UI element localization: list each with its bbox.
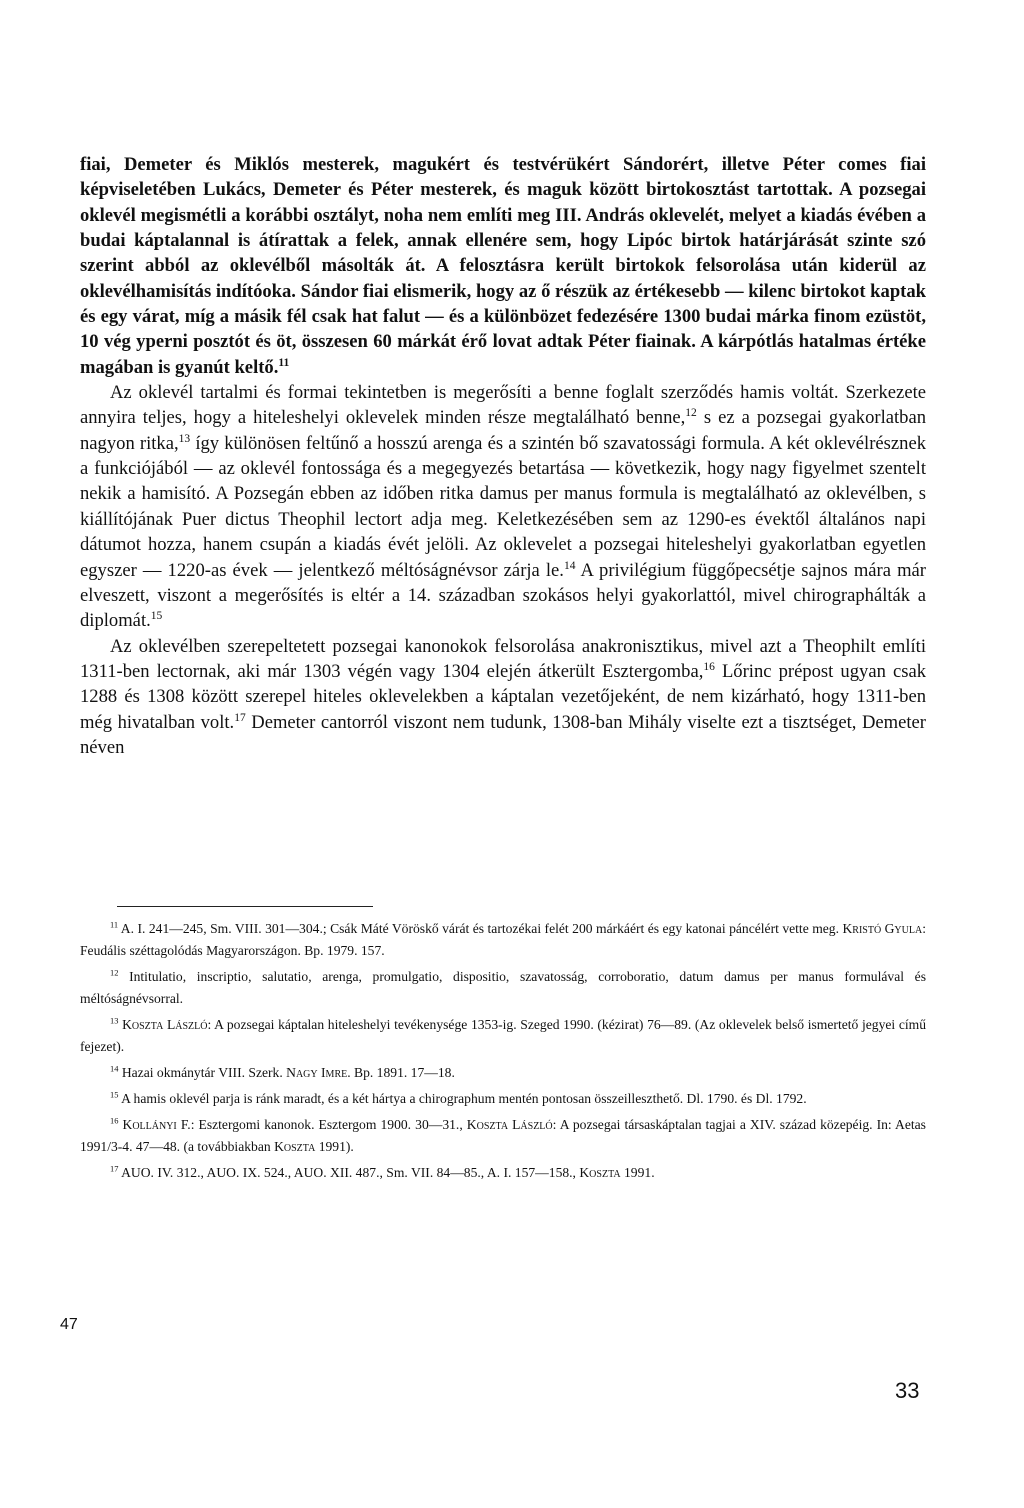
footnote-text: . Bp. 1891. 17—18.: [347, 1065, 455, 1080]
footnote-text: 1991.: [620, 1165, 655, 1180]
footnote-text: : Esztergomi kanonok. Esztergom 1900. 30—31.,: [190, 1117, 467, 1132]
footnote-ref-14[interactable]: 14: [563, 559, 576, 572]
paragraph-2-text-b: s ez a pozsegai gyakorlatban nagyon ritka,: [80, 407, 926, 454]
footnote-text: A hamis oklevél parja is ránk maradt, és a két hártya a chirographum mentén pontosan összeilleszthető. Dl. 1790. és Dl. 1792.: [118, 1091, 807, 1106]
footnote-text: : A pozsegai társaskáptalan tagjai a XIV. század közepéig. In: Aetas 1991/3-4. 47—48. (a továbbiakban: [80, 1117, 926, 1154]
footnote-text: : A pozsegai káptalan hiteleshelyi tevékenysége 1353-ig. Szeged 1990. (kézirat) 76—89. (Az oklevelek belső ismertető jegyei című fejezet).: [80, 1017, 927, 1054]
footnote-number: 11: [110, 919, 119, 930]
footnote-number: 13: [110, 1015, 119, 1026]
footnote-16: [80, 1114, 926, 1158]
paragraph-2-text-c: így különösen feltűnő a hosszú arenga és a szintén bő szavatossági formula. A két oklevélrésznek a funkciójából — az oklevél fontossága és a megegyezés betartása — következik, hogy nagy figyelmet szentelt nekik a hamisító. A Pozsegán ebben az időben ritka damus per manus formula is megtalálható az oklevélben, s kiállítójának Puer dictus Theophil lectort adja meg. Keletkezésében sem az 1290-es évektől általános napi dátumot hozza, hanem csupán a kiadás évét jelöli. Az oklevelet a pozsegai hiteleshelyi gyakorlatban egyetlen egyszer — 1220-as évek — jelentkező méltóságnévsor zárja le.: [80, 432, 927, 581]
paragraph-2-text-a: Az oklevél tartalmi és formai tekintetben is megerősíti a benne foglalt szerződés hamis voltát. Szerkezete annyira teljes, hogy a hiteleshelyi oklevelek minden része megtalálható benne,: [80, 382, 926, 429]
footnote-12: [80, 966, 926, 1010]
paragraph-2-text-d: A privilégium függőpecsétje sajnos mára már elveszett, viszont a megerősítés is eltér a 14. században szokásos helyi gyakorlattól, mivel chirographálták a diplomát.: [80, 559, 926, 632]
footnote-author: Koszta: [579, 1165, 621, 1180]
footnote-14: [80, 1062, 926, 1084]
paragraph-3: [80, 634, 926, 761]
footnote-17: [80, 1162, 926, 1184]
footnote-ref-13[interactable]: 13: [178, 432, 191, 445]
footnote-ref-15[interactable]: 15: [150, 610, 163, 622]
footnote-15: [80, 1088, 926, 1110]
footnote-ref-17[interactable]: 17: [234, 711, 246, 724]
footnote-number: 12: [110, 967, 119, 978]
paragraph-1-text: fiai, Demeter és Miklós mesterek, magukért és testvérükért Sándorért, illetve Péter comes fiai képviseletében Lukács, Demeter és Péter mesterek, és maguk között birtokosztást tartottak. A pozsegai oklevél megismétli a korábbi osztályt, noha nem említi meg III. András oklevelét, melyet a kiadás évében a budai káptalannal is átírattak a felek, annak ellenére sem, hogy Lipóc birtok határjárását szinte szó szerint abból az oklevélből másolták át. A felosztásra került birtokok felsorolása után kiderül az oklevélhamisítás indítóoka. Sándor fiai elismerik, hogy az ő részük az értékesebb — kilenc birtokot kaptak és egy várat, míg a másik fél csak hat falut — és a különbözet fedezésére 1300 budai márka finom ezüstöt, 10 vég yperni posztót és öt, összesen 60 márkát érő lovat adtak Péter fiainak. A kárpótlás hatalmas értéke magában is gyanút keltő.: [80, 154, 926, 378]
footnote-number: 17: [110, 1163, 119, 1174]
body-text: [80, 152, 926, 760]
paragraph-2: [80, 380, 926, 633]
footnote-ref-11[interactable]: 11: [278, 356, 290, 369]
footnote-text: Hazai okmánytár VIII. Szerk.: [118, 1065, 287, 1080]
page-number-right: 33: [895, 1378, 920, 1403]
footnote-ref-16[interactable]: 16: [703, 660, 715, 673]
footnote-number: 16: [110, 1115, 119, 1126]
footnote-author: Kollányi F.: [122, 1117, 191, 1132]
footnote-13: [80, 1014, 926, 1058]
paragraph-3-text-a: Az oklevélben szerepeltetett pozsegai kanonokok felsorolása anakronisztikus, mivel azt a Theophilt említi 1311-ben lectornak, aki már 1303 végén vagy 1304 elején átkerült Esztergomba,: [80, 635, 926, 682]
footnote-text: 1991).: [315, 1139, 354, 1154]
page-number-left: 47: [60, 1316, 78, 1333]
paragraph-3-text-b: Lőrinc prépost ugyan csak 1288 és 1308 között szerepel hiteles oklevelekben a káptalan vezetőjeként, de nem kizárható, hogy 1311-ben még hivatalban volt.: [80, 660, 926, 733]
footnote-author: Nagy Imre: [286, 1065, 348, 1080]
paragraph-1: [80, 152, 926, 380]
footnote-author: Kristó Gyula: [842, 921, 923, 936]
footnote-author: Koszta László: [122, 1017, 208, 1032]
footnote-number: 14: [110, 1063, 119, 1074]
footnote-author: Koszta László: [466, 1117, 553, 1132]
paragraph-3-text-c: Demeter cantorról viszont nem tudunk, 1308-ban Mihály viselte ezt a tisztséget, Demeter néven: [80, 711, 926, 758]
footnote-author: Koszta: [274, 1139, 316, 1154]
footnote-number: 15: [110, 1089, 119, 1100]
footnote-text: Intitulatio, inscriptio, salutatio, arenga, promulgatio, dispositio, szavatosság, corroboratio, datum damus per manus formulával és méltóságnévsorral.: [80, 969, 926, 1006]
footnotes: [80, 918, 926, 1188]
footnote-separator: [117, 906, 373, 907]
footnote-text: A. I. 241—245, Sm. VIII. 301—304.; Csák Máté Vöröskő várát és tartozékai felét 200 márkáért és egy katonai páncélért vette meg.: [118, 921, 843, 936]
footnote-text: : Feudális széttagolódás Magyarországon. Bp. 1979. 157.: [80, 921, 926, 958]
footnote-ref-12[interactable]: 12: [685, 407, 697, 420]
footnote-11: [80, 918, 926, 962]
footnote-text: AUO. IV. 312., AUO. IX. 524., AUO. XII. 487., Sm. VII. 84—85., A. I. 157—158.,: [118, 1165, 580, 1180]
